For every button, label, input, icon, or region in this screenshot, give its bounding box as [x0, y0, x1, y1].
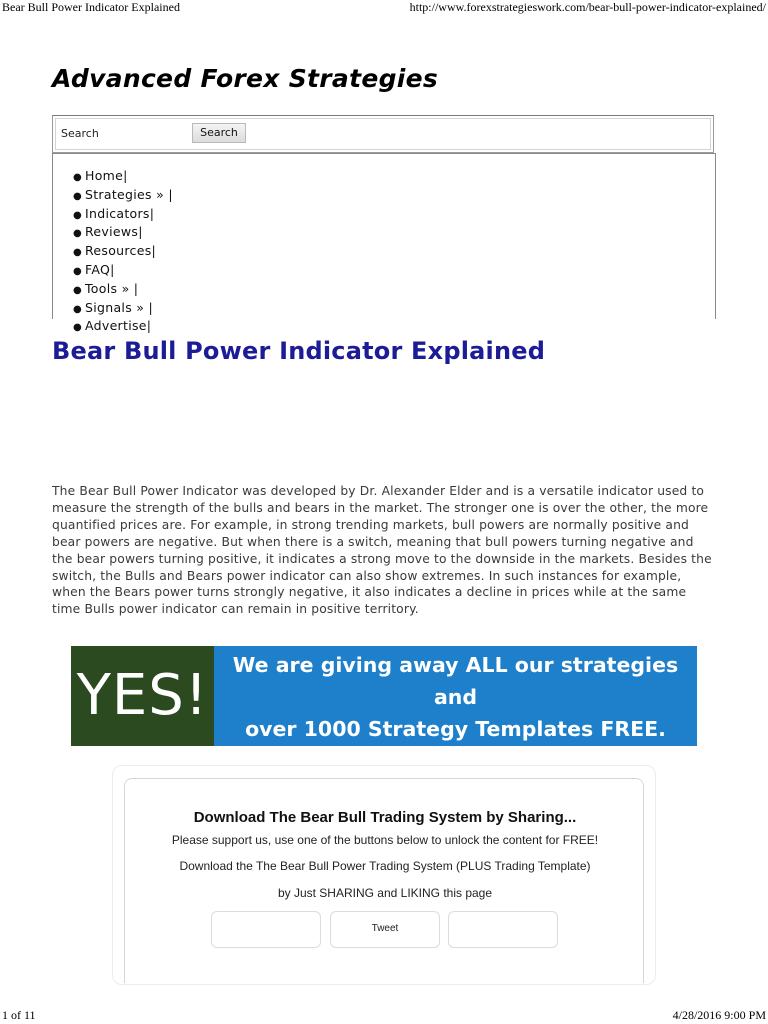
- nav-item-home[interactable]: ● Home|: [73, 168, 173, 187]
- share-line-1: Please support us, use one of the buttons below to unlock the content for FREE!: [171, 833, 599, 847]
- share-title: Download The Bear Bull Trading System by Sharing...: [193, 809, 577, 826]
- bullet-icon: ●: [73, 303, 83, 315]
- nav-item-tools[interactable]: ● Tools » |: [73, 281, 173, 300]
- banner-line-3: Click Here to DOWNLOAD it ALL: [273, 749, 638, 773]
- bullet-icon: ●: [73, 247, 83, 259]
- bullet-icon: ●: [73, 209, 83, 221]
- banner-download-link[interactable]: DOWNLOAD: [428, 749, 565, 773]
- download-banner[interactable]: [71, 646, 697, 773]
- bullet-icon: ●: [73, 284, 83, 296]
- banner-text[interactable]: [214, 646, 697, 773]
- print-header-title: Bear Bull Power Indicator Explained: [2, 0, 180, 14]
- bullet-icon: ●: [73, 265, 83, 277]
- site-title[interactable]: Advanced Forex Strategies: [52, 64, 439, 93]
- nav-list: [73, 168, 173, 337]
- nav-item-reviews[interactable]: ● Reviews|: [73, 224, 173, 243]
- nav-item-signals[interactable]: ● Signals » |: [73, 300, 173, 319]
- bullet-icon: ●: [73, 172, 83, 183]
- nav-item-strategies[interactable]: ● Strategies » |: [73, 187, 173, 206]
- facebook-share-button[interactable]: [211, 911, 321, 948]
- article-title: Bear Bull Power Indicator Explained: [52, 337, 546, 365]
- share-locker: [124, 778, 644, 983]
- nav-item-advertise[interactable]: ● Advertise|: [73, 318, 173, 337]
- nav-item-faq[interactable]: ● FAQ|: [73, 262, 173, 281]
- search-button[interactable]: Search: [192, 123, 246, 143]
- print-footer-datetime: 4/28/2016 9:00 PM: [672, 1008, 766, 1022]
- share-line-2: Download the The Bear Bull Power Trading System (PLUS Trading Template): [179, 859, 591, 873]
- nav-item-indicators[interactable]: ● Indicators|: [73, 206, 173, 225]
- banner-yes[interactable]: YES!: [71, 646, 214, 746]
- article-body: The Bear Bull Power Indicator was developed by Dr. Alexander Elder and is a versatile indicator used to measure the strength of the bulls and bears in the market. The stronger one is over the other, the more quantified prices are. For example, in strong trending markets, bull powers are normally positive and bear powers are negative. But when there is a switch, meaning that bull powers turning negative and the bear powers turning positive, it indicates a strong move to the downside in the markets. Besides the switch, the Bulls and Bears power indicator can also show extremes. In such instances for example, when the Bears power turns strongly negative, it also indicates a decline in prices while at the same time Bulls power indicator can remain in positive territory.: [52, 484, 712, 617]
- search-input[interactable]: [59, 123, 191, 143]
- search-form: [52, 115, 714, 153]
- bullet-icon: ●: [73, 228, 83, 240]
- bullet-icon: ●: [73, 322, 83, 334]
- share-line-3: by Just SHARING and LIKING this page: [277, 886, 493, 900]
- tweet-button[interactable]: Tweet: [330, 911, 440, 948]
- main-navigation: [52, 153, 716, 334]
- google-plus-button[interactable]: [448, 911, 558, 948]
- banner-line-2: over 1000 Strategy Templates FREE.: [245, 717, 666, 741]
- print-header-url: http://www.forexstrategieswork.com/bear-bull-power-indicator-explained/: [409, 0, 766, 14]
- banner-line-1: We are giving away ALL our strategies and: [232, 653, 679, 709]
- nav-item-resources[interactable]: ● Resources|: [73, 243, 173, 262]
- bullet-icon: ●: [73, 190, 83, 202]
- print-footer-page: 1 of 11: [2, 1008, 36, 1022]
